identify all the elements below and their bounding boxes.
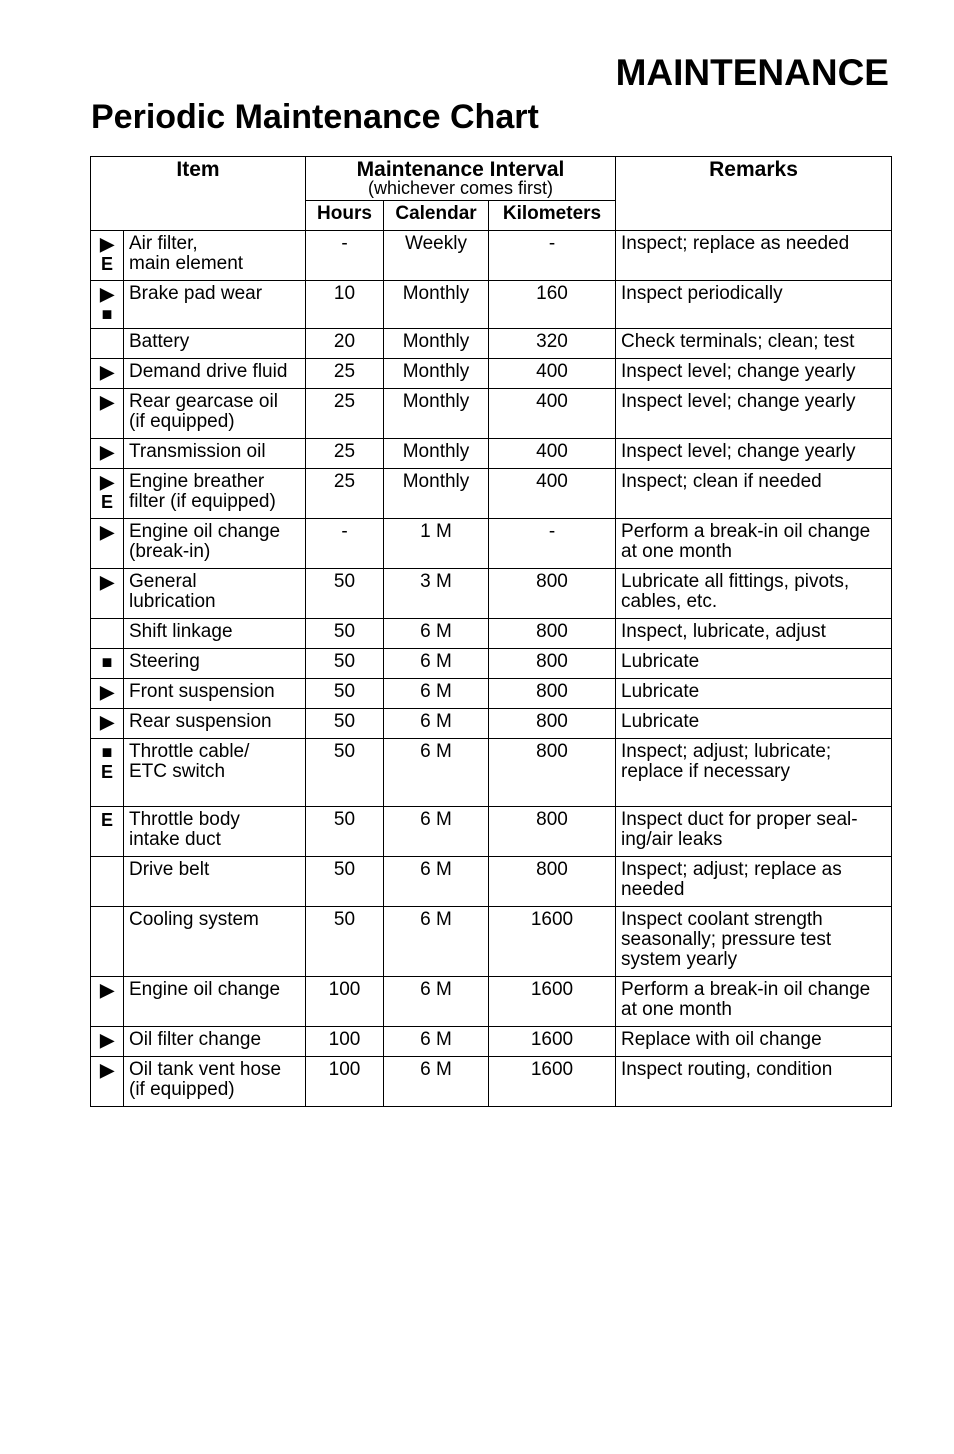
table-row [91,739,892,807]
remarks-line: Inspect; replace as needed [621,233,850,254]
remarks-cell [616,649,892,679]
symbol-mark: ■ [101,742,113,762]
remarks-cell [616,619,892,649]
kilometers-cell: 800 [489,679,616,709]
hours-cell: 25 [306,389,384,439]
column-header-remarks: Remarks [616,157,892,231]
symbol-mark: ▶ [100,234,114,254]
kilometers-cell: 800 [489,857,616,907]
remarks-cell [616,679,892,709]
item-line: (if equipped) [129,411,235,432]
item-line: General [129,571,197,592]
remarks-cell [616,739,892,807]
item-line: Battery [129,331,190,352]
kilometers-cell: 1600 [489,907,616,977]
item-line: Engine oil change [129,521,281,542]
item-line: Oil tank vent hose [129,1059,282,1080]
hours-cell: 50 [306,857,384,907]
item-cell [124,231,306,281]
hours-cell: 50 [306,709,384,739]
remarks-line: Inspect; clean if needed [621,471,822,492]
table-row [91,977,892,1027]
remarks-line: Inspect level; change yearly [621,391,856,412]
hours-cell: 25 [306,469,384,519]
kilometers-cell: 1600 [489,1057,616,1107]
service-symbol [91,439,124,469]
item-line: Front suspension [129,681,275,702]
service-symbol [91,569,124,619]
remarks-line: Inspect level; change yearly [621,441,856,462]
calendar-cell: 6 M [384,907,489,977]
remarks-line: needed [621,879,685,900]
item-line: Oil filter change [129,1029,262,1050]
item-cell [124,281,306,329]
item-line: Brake pad wear [129,283,263,304]
service-symbol [91,649,124,679]
calendar-cell: Monthly [384,281,489,329]
symbol-mark: ▶ [100,682,114,702]
remarks-line: Perform a break-in oil change [621,521,871,542]
remarks-cell [616,281,892,329]
kilometers-cell: 400 [489,359,616,389]
hours-cell: 100 [306,1027,384,1057]
remarks-cell [616,389,892,439]
table-row [91,231,892,281]
calendar-cell: Monthly [384,389,489,439]
calendar-cell: Monthly [384,329,489,359]
remarks-line: Perform a break-in oil change [621,979,871,1000]
service-symbol [91,907,124,977]
service-symbol [91,619,124,649]
remarks-line: Lubricate [621,681,700,702]
symbol-mark: ▶ [100,980,114,1000]
item-cell [124,619,306,649]
hours-cell: 10 [306,281,384,329]
item-line: Rear suspension [129,711,272,732]
hours-cell: 50 [306,619,384,649]
hours-cell: - [306,519,384,569]
kilometers-cell: 400 [489,389,616,439]
remarks-line: Replace with oil change [621,1029,822,1050]
hours-cell: 25 [306,359,384,389]
remarks-line: Inspect periodically [621,283,783,304]
symbol-mark: E [100,492,113,512]
service-symbol [91,977,124,1027]
hours-cell: 50 [306,739,384,807]
hours-cell: 100 [306,1057,384,1107]
interval-label: Maintenance Interval [356,158,565,181]
calendar-cell: Weekly [384,231,489,281]
section-title: MAINTENANCE [615,52,889,93]
remarks-cell [616,329,892,359]
kilometers-cell: 800 [489,569,616,619]
remarks-line: Inspect level; change yearly [621,361,856,382]
calendar-cell: Monthly [384,359,489,389]
hours-cell: - [306,231,384,281]
remarks-line: seasonally; pressure test [621,929,832,950]
hours-cell: 100 [306,977,384,1027]
item-line: Cooling system [129,909,259,930]
service-symbol [91,739,124,807]
symbol-mark: ▶ [100,362,114,382]
remarks-line: Lubricate [621,651,700,672]
item-line: intake duct [129,829,221,850]
remarks-cell [616,439,892,469]
service-symbol [91,281,124,329]
table-row [91,649,892,679]
symbol-mark: ▶ [100,284,114,304]
calendar-cell: 6 M [384,709,489,739]
kilometers-cell: 400 [489,469,616,519]
calendar-cell: Monthly [384,469,489,519]
remarks-line: Inspect; adjust; replace as [621,859,842,880]
item-line: (if equipped) [129,1079,235,1100]
item-cell [124,469,306,519]
service-symbol [91,519,124,569]
remarks-line: Inspect duct for proper seal- [621,809,858,830]
remarks-line: Inspect coolant strength [621,909,823,930]
table-row [91,569,892,619]
symbol-mark: ▶ [100,392,114,412]
calendar-cell: 1 M [384,519,489,569]
item-cell [124,439,306,469]
item-cell [124,807,306,857]
item-line: Throttle cable/ [129,741,250,762]
remarks-line: Inspect, lubricate, adjust [621,621,826,642]
item-line: main element [129,253,244,274]
calendar-cell: 6 M [384,977,489,1027]
item-cell [124,709,306,739]
item-cell [124,1027,306,1057]
table-row [91,619,892,649]
item-cell [124,329,306,359]
calendar-cell: 6 M [384,739,489,807]
remarks-cell [616,1057,892,1107]
item-line: Transmission oil [129,441,266,462]
item-line: Shift linkage [129,621,233,642]
item-cell [124,977,306,1027]
remarks-line: Lubricate all fittings, pivots, [621,571,850,592]
item-line: Air filter, [129,233,198,254]
kilometers-cell: 160 [489,281,616,329]
remarks-cell [616,907,892,977]
service-symbol [91,679,124,709]
remarks-line: at one month [621,999,732,1020]
calendar-cell: 6 M [384,649,489,679]
symbol-mark: ▶ [100,1030,114,1050]
kilometers-cell: 800 [489,739,616,807]
remarks-line: Lubricate [621,711,700,732]
remarks-line: Inspect; adjust; lubricate; [621,741,832,762]
kilometers-cell: 400 [489,439,616,469]
table-row [91,907,892,977]
hours-cell: 50 [306,569,384,619]
column-header-calendar: Calendar [384,201,489,231]
item-line: (break-in) [129,541,211,562]
kilometers-cell: 320 [489,329,616,359]
table-row [91,709,892,739]
remarks-cell [616,469,892,519]
remarks-cell [616,977,892,1027]
kilometers-cell: 1600 [489,1027,616,1057]
symbol-mark: ▶ [100,572,114,592]
remarks-cell [616,359,892,389]
column-header-hours: Hours [306,201,384,231]
table-row [91,807,892,857]
symbol-mark: ■ [101,652,113,672]
symbol-mark: ▶ [100,472,114,492]
item-cell [124,679,306,709]
item-cell [124,569,306,619]
service-symbol [91,389,124,439]
table-row [91,857,892,907]
item-line: Demand drive fluid [129,361,288,382]
hours-cell: 50 [306,907,384,977]
interval-note: (whichever comes first) [367,178,554,198]
calendar-cell: 6 M [384,1057,489,1107]
remarks-cell [616,709,892,739]
remarks-line: at one month [621,541,732,562]
item-cell [124,649,306,679]
service-symbol [91,709,124,739]
item-line: Rear gearcase oil [129,391,278,412]
remarks-line: cables, etc. [621,591,718,612]
item-cell [124,907,306,977]
calendar-cell: 6 M [384,619,489,649]
remarks-line: Check terminals; clean; test [621,331,855,352]
calendar-cell: 6 M [384,857,489,907]
item-cell [124,1057,306,1107]
remarks-cell [616,231,892,281]
item-cell [124,739,306,807]
service-symbol [91,1027,124,1057]
remarks-cell [616,807,892,857]
service-symbol [91,231,124,281]
symbol-mark: ▶ [100,712,114,732]
hours-cell: 25 [306,439,384,469]
hours-cell: 50 [306,649,384,679]
symbol-mark: E [100,762,113,782]
calendar-cell: 6 M [384,807,489,857]
symbol-mark: ▶ [100,522,114,542]
service-symbol [91,469,124,519]
kilometers-cell: 800 [489,807,616,857]
maintenance-table [90,156,892,1107]
service-symbol [91,807,124,857]
symbol-mark: ▶ [100,442,114,462]
remarks-line: ing/air leaks [621,829,723,850]
item-line: Steering [129,651,200,672]
kilometers-cell: 800 [489,709,616,739]
item-cell [124,359,306,389]
remarks-cell [616,1027,892,1057]
kilometers-cell: 800 [489,649,616,679]
page-title: Periodic Maintenance Chart [91,98,539,136]
item-line: Drive belt [129,859,210,880]
column-header-kilometers: Kilometers [489,201,616,231]
table-row [91,519,892,569]
item-line: filter (if equipped) [129,491,276,512]
calendar-cell: 6 M [384,679,489,709]
table-row [91,329,892,359]
column-header-interval [306,157,616,201]
table-row [91,679,892,709]
remarks-cell [616,569,892,619]
symbol-mark: E [100,810,113,830]
kilometers-cell: - [489,519,616,569]
item-line: lubrication [129,591,216,612]
symbol-mark: ■ [101,304,113,324]
symbol-mark: ▶ [100,1060,114,1080]
table-row [91,389,892,439]
calendar-cell: Monthly [384,439,489,469]
service-symbol [91,359,124,389]
hours-cell: 50 [306,807,384,857]
kilometers-cell: 800 [489,619,616,649]
item-cell [124,389,306,439]
service-symbol [91,1057,124,1107]
table-row [91,1027,892,1057]
hours-cell: 50 [306,679,384,709]
calendar-cell: 6 M [384,1027,489,1057]
item-line: Throttle body [129,809,240,830]
table-row [91,439,892,469]
column-header-item: Item [91,157,306,231]
calendar-cell: 3 M [384,569,489,619]
table-row [91,359,892,389]
table-row [91,1057,892,1107]
item-cell [124,857,306,907]
hours-cell: 20 [306,329,384,359]
symbol-mark: E [100,254,113,274]
service-symbol [91,857,124,907]
kilometers-cell: 1600 [489,977,616,1027]
remarks-line: Inspect routing, condition [621,1059,833,1080]
item-line: Engine oil change [129,979,281,1000]
kilometers-cell: - [489,231,616,281]
remarks-line: replace if necessary [621,761,790,782]
table-row [91,469,892,519]
service-symbol [91,329,124,359]
table-row [91,281,892,329]
remarks-cell [616,857,892,907]
remarks-line: system yearly [621,949,738,970]
item-line: Engine breather [129,471,265,492]
remarks-cell [616,519,892,569]
item-line: ETC switch [129,761,226,782]
item-cell [124,519,306,569]
